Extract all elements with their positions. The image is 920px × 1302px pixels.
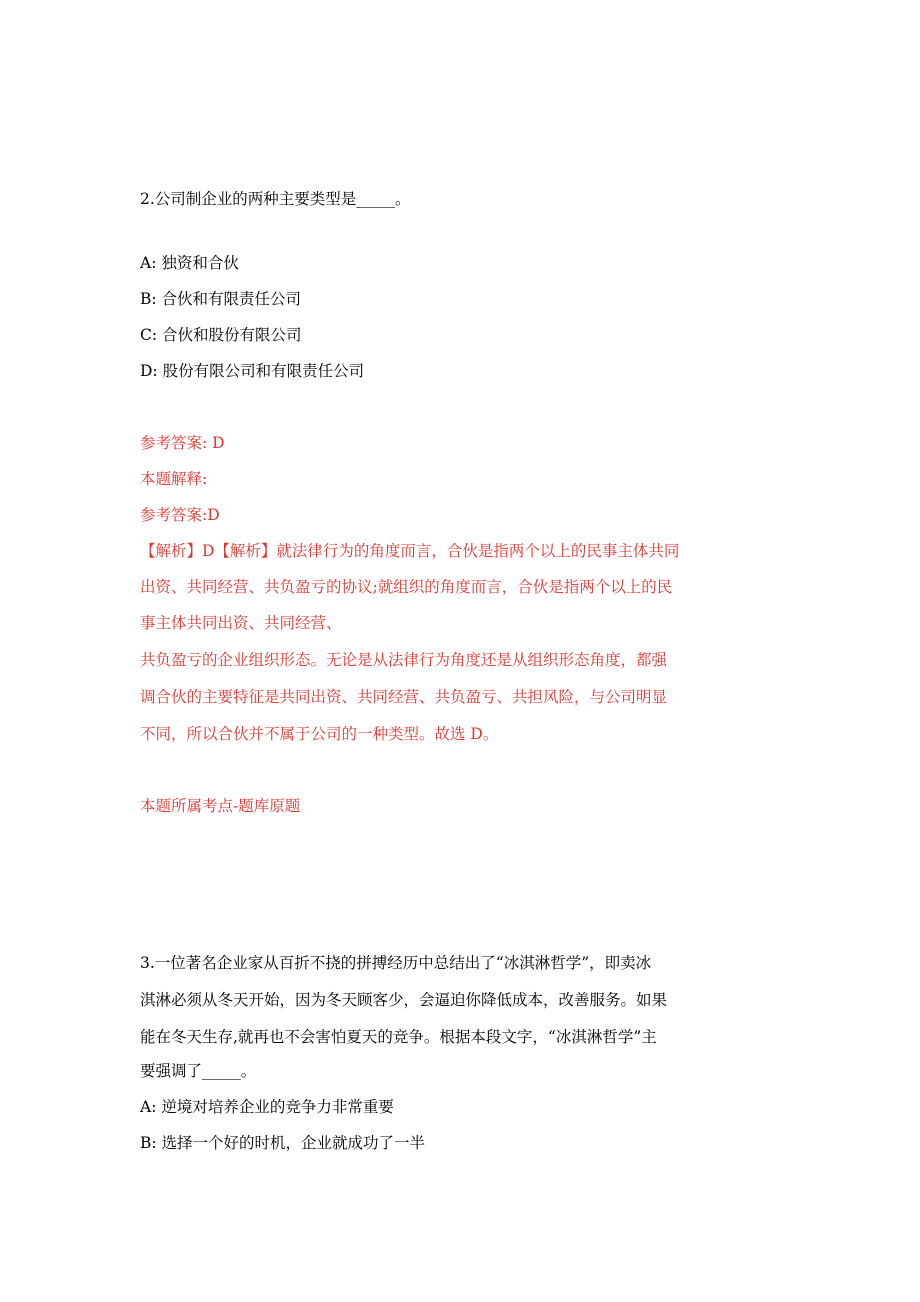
q2-stem: 2.公司制企业的两种主要类型是_____。 (140, 190, 411, 208)
q2-analysis-line: 出资、共同经营、共负盈亏的协议;就组织的角度而言，合伙是指两个以上的民 (140, 578, 673, 596)
q3-option-b: B: 选择一个好的时机，企业就成功了一半 (140, 1134, 426, 1152)
q3-stem-line: 要强调了_____。 (140, 1062, 257, 1080)
q2-analysis-line: 共负盈亏的企业组织形态。无论是从法律行为角度还是从组织形态角度，都强 (140, 651, 668, 669)
q2-analysis-line: 事主体共同出资、共同经营、 (140, 614, 342, 632)
q2-ref-answer: 参考答案:D (140, 506, 220, 524)
q3-stem-line: 能在冬天生存,就再也不会害怕夏天的竞争。根据本段文字，“冰淇淋哲学”主 (140, 1028, 657, 1046)
q2-answer: 参考答案: D (140, 434, 225, 452)
q3-stem-line: 淇淋必须从冬天开始，因为冬天顾客少，会逼迫你降低成本，改善服务。如果 (140, 991, 668, 1009)
q2-option-c: C: 合伙和股份有限公司 (140, 326, 302, 344)
q2-option-b: B: 合伙和有限责任公司 (140, 290, 302, 308)
q2-topic: 本题所属考点-题库原题 (140, 797, 301, 815)
q3-stem-line: 3.一位著名企业家从百折不挠的拼搏经历中总结出了“冰淇淋哲学”，即卖冰 (140, 954, 652, 972)
q2-option-a: A: 独资和合伙 (140, 254, 239, 272)
q2-option-d: D: 股份有限公司和有限责任公司 (140, 362, 365, 380)
q2-analysis-line: 【解析】D【解析】就法律行为的角度而言，合伙是指两个以上的民事主体共同 (140, 542, 680, 560)
q2-explain-heading: 本题解释: (140, 470, 208, 488)
q3-option-a: A: 逆境对培养企业的竞争力非常重要 (140, 1098, 394, 1116)
q2-analysis-line: 调合伙的主要特征是共同出资、共同经营、共负盈亏、共担风险，与公司明显 (140, 688, 668, 706)
q2-analysis-line: 不同，所以合伙并不属于公司的一种类型。故选 D。 (140, 725, 499, 743)
